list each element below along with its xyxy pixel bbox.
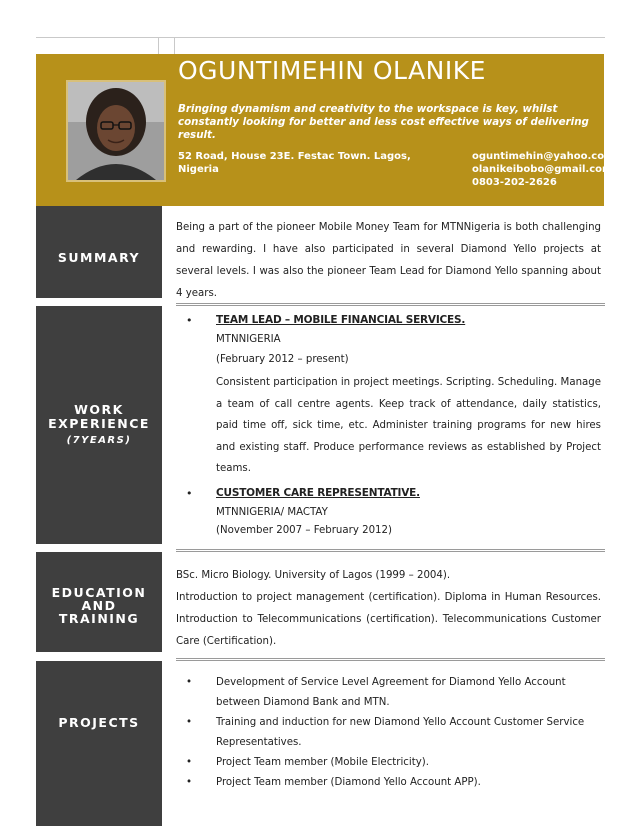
education-degree: BSc. Micro Biology. University of Lagos (1999 – 2004). (176, 570, 451, 581)
job-entry (186, 314, 601, 474)
summary-text: Being a part of the pioneer Mobile Money Team for MTNNigeria is both challenging and rewarding. I have also participated in several Diamond Yello projects at several levels. I was also the pioneer Team Lead for Diamond Yello spanning about 4 years. (176, 222, 601, 299)
phone-number: 0803-202-2626 (472, 177, 557, 188)
job-description: Consistent participation in project meetings. Scripting. Scheduling. Manage a team of call centre agents. Keep track of attendance, daily statistics, paid time off, sick time, etc. Administer training programs for new hires and existing staff. Produce performance reviews as established by Project teams. (216, 377, 601, 474)
resume-header (36, 54, 615, 206)
frame-cell (158, 38, 175, 54)
education-section (176, 565, 601, 653)
section-divider (176, 658, 605, 664)
address-line: 52 Road, House 23E. Festac Town. Lagos, (178, 151, 411, 162)
section-label: TRAINING (58, 611, 140, 626)
frame-cell (36, 38, 159, 54)
section-label: PROJECTS (58, 715, 140, 730)
profile-photo-icon (68, 82, 164, 180)
section-label: EXPERIENCE (48, 416, 150, 431)
section-label: EDUCATION (51, 585, 147, 600)
bullet-icon: • (186, 717, 193, 728)
bullet-icon: • (186, 677, 193, 688)
work-label-box (36, 306, 162, 544)
job-entry (186, 487, 601, 547)
projects-label-box (36, 661, 162, 736)
tagline: Bringing dynamism and creativity to the workspace is key, whilst constantly looking for better and less cost effective ways of delivering result. (178, 103, 589, 141)
project-item: Project Team member (Mobile Electricity). (216, 757, 429, 768)
project-item: Project Team member (Diamond Yello Account APP). (216, 777, 481, 788)
job-period: (February 2012 – present) (216, 354, 349, 365)
section-label: WORK (74, 402, 124, 417)
sidebar-footer (36, 736, 162, 826)
summary-section (176, 217, 601, 305)
job-title: TEAM LEAD – MOBILE FINANCIAL SERVICES. (216, 314, 466, 326)
bullet-icon: • (186, 777, 193, 788)
job-company: MTNNIGERIA/ MACTAY (216, 507, 328, 518)
address (178, 150, 411, 176)
section-divider (176, 303, 605, 309)
section-label: AND (81, 598, 117, 613)
job-title: CUSTOMER CARE REPRESENTATIVE. (216, 487, 420, 499)
education-training: Introduction to project management (certification). Diploma in Human Resources. Introduction to Telecommunications (certification). Telecommunications Customer Care (Certification). (176, 592, 601, 647)
project-item: Development of Service Level Agreement for Diamond Yello Account between Diamond Bank and MTN. (216, 677, 566, 708)
section-label: SUMMARY (57, 250, 141, 265)
profile-photo (66, 80, 166, 182)
project-item: Training and induction for new Diamond Yello Account Customer Service Representatives. (216, 717, 585, 748)
projects-list (186, 673, 601, 823)
email-link[interactable]: olanikeibobo@gmail.com (472, 164, 613, 175)
top-frame (36, 37, 605, 55)
email-link[interactable]: oguntimehin@yahoo.com (472, 151, 615, 162)
address-line: Nigeria (178, 164, 219, 175)
contact-info (472, 150, 615, 189)
education-label-box (36, 552, 162, 652)
bullet-icon: • (186, 487, 193, 500)
summary-label-box (36, 206, 162, 298)
bullet-icon: • (186, 757, 193, 768)
job-period: (November 2007 – February 2012) (216, 525, 392, 536)
candidate-name: OGUNTIMEHIN OLANIKE (178, 56, 486, 85)
bullet-icon: • (186, 314, 193, 327)
section-sublabel: (7YEARS) (66, 435, 132, 446)
section-divider (176, 549, 605, 555)
job-company: MTNNIGERIA (216, 334, 281, 345)
